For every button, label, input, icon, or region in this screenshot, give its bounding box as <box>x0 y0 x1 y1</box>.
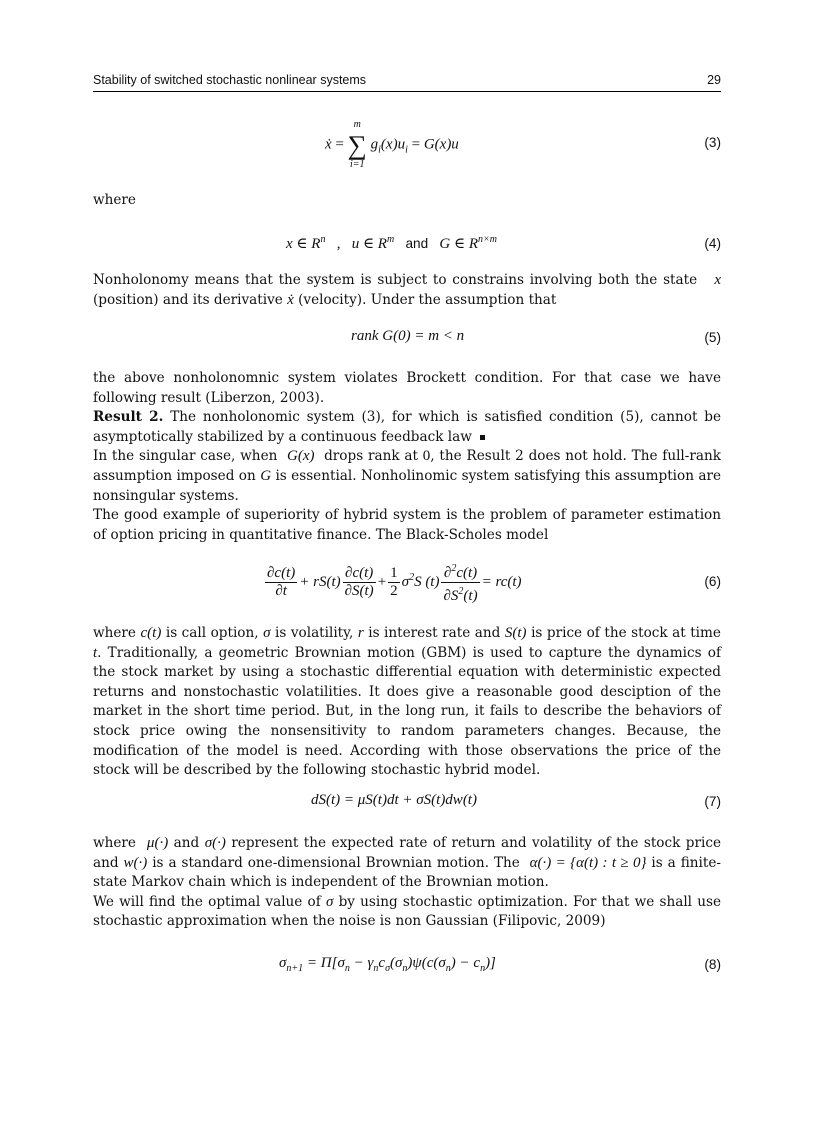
eq8-part-3: − γ <box>349 955 374 971</box>
eq8-sub-6: n <box>445 963 451 974</box>
where3-alpha: α(·) = {α(t) : t ≥ 0} <box>529 854 647 871</box>
where3-text-a: where <box>93 835 136 851</box>
singular-text-b: drops rank at <box>324 448 418 465</box>
where3-text-b: and <box>173 835 200 851</box>
eq8-sub-2: n <box>344 963 350 974</box>
where2-r: r <box>357 625 364 641</box>
brockett-text: the above nonholonomnic system violates Brockett condition. For that case we have following result (Liberzon, 2003). <box>93 370 721 406</box>
nonholonomy-paragraph <box>93 271 721 310</box>
where3-mu: μ(·) <box>146 835 169 851</box>
eq6-f1-num: ∂c(t) <box>267 565 296 581</box>
eq3-term-g-sub: i <box>378 144 381 156</box>
eq8-sub-3: n <box>373 963 379 974</box>
result-2-text: The nonholonomic system (3), for which is satisfied condition (5), cannot be asymptotically stabilized by a continuous feedback law <box>93 409 721 445</box>
eq6-f3-den: 2 <box>390 583 398 599</box>
eq3-term-g: g <box>370 136 379 153</box>
where2-t: t <box>93 644 98 661</box>
eq7-number: (7) <box>704 794 721 809</box>
eq3-rhs: G(x)u <box>423 136 459 153</box>
equation-8 <box>93 955 721 979</box>
eq3-sum-lower: i=1 <box>350 159 365 170</box>
singular-text-c: , the Result 2 does not hold. The full-rank assumption imposed on <box>93 448 721 484</box>
where3-text-c: represent the expected rate of return and volatility of the stock price and <box>93 835 721 871</box>
nonholonomy-x: x <box>714 272 722 288</box>
eq6-fraction-4 <box>441 560 479 605</box>
eq6-plus: + <box>377 573 387 590</box>
where2-text-c: is volatility, <box>275 625 354 641</box>
equation-3 <box>93 118 721 174</box>
eq6-sigma: σ <box>401 573 410 590</box>
where2-St: S(t) <box>504 625 527 641</box>
singular-G: G <box>260 467 272 484</box>
eq8-sub-7: n <box>480 963 486 974</box>
optimal-sigma: σ <box>325 893 334 910</box>
eq8-part-2: = Π[σ <box>303 955 345 971</box>
eq3-equals-2: = <box>411 136 421 153</box>
eq4-x-in-rn: x ∈ R <box>286 236 321 252</box>
singular-text-a: In the singular case, when <box>93 448 278 465</box>
eq6-rhs: = rc(t) <box>481 573 522 590</box>
where2-text-e: is price of the stock at time <box>531 625 721 641</box>
optimal-text-a: We will find the optimal value of <box>93 893 321 910</box>
equation-6 <box>93 560 721 606</box>
eq3-term-u: u <box>397 136 406 153</box>
eq8-part-4: c <box>378 955 386 971</box>
where3-sigma: σ(·) <box>204 835 226 851</box>
where3-text-e: is a finite-state Markov chain which is independent of the Brownian motion. <box>93 854 721 891</box>
eq6-number: (6) <box>704 574 721 589</box>
eq6-f4-num: ∂ <box>443 565 452 581</box>
eq3-sum-upper: m <box>353 119 361 130</box>
eq8-part-5: (σ <box>390 955 403 971</box>
brockett-paragraph <box>93 369 721 545</box>
eq6-f4-den: ∂S <box>443 588 459 604</box>
eq8-part-7: ) − c <box>450 955 481 971</box>
eq4-g-in-rnm: G ∈ R <box>439 236 478 252</box>
eq6-f2-num: ∂c(t) <box>343 565 376 583</box>
where2-ct: c(t) <box>140 625 162 641</box>
eq8-sigma: σ <box>279 955 287 971</box>
eq3-number: (3) <box>704 135 721 150</box>
eq4-and: and <box>405 236 429 251</box>
eq3-equals: = <box>335 136 344 153</box>
eq6-s-of-t: S (t) <box>414 573 440 590</box>
eq4-u-in-rm: u ∈ R <box>351 236 387 252</box>
eq6-f1-den: ∂t <box>275 583 287 599</box>
hybrid-model-explanation <box>93 834 721 932</box>
optimal-text-b: by using stochastic optimization. For that we shall use stochastic approximation when the noise is non Gaussian (Filipovic, 2009) <box>93 893 721 930</box>
where2-sigma: σ <box>263 625 271 641</box>
singular-Gx: G(x) <box>287 448 315 465</box>
eq6-f4-num-rest: c(t) <box>456 565 478 581</box>
singular-zero: 0 <box>422 448 431 465</box>
eq6-sigma-sup: 2 <box>409 571 415 583</box>
nonholonomy-xdot: ẋ <box>287 291 294 308</box>
eq8-part-8: )] <box>485 955 496 971</box>
eq8-sub-5: n <box>402 963 408 974</box>
eq6-fraction-1 <box>265 565 297 600</box>
eq8-sub-4: σ <box>385 963 391 974</box>
eq4-sup-nm: n×m <box>478 234 497 245</box>
eq5-body: rank G(0) = m < n <box>351 328 465 344</box>
nonholonomy-text-b: (position) and its derivative <box>93 291 283 308</box>
eq3-term-u-sub: i <box>405 144 408 156</box>
eq4-comma: , <box>336 236 341 252</box>
eq8-part-6: )ψ(c(σ <box>407 955 446 971</box>
where2-text-d: is interest rate and <box>368 625 501 641</box>
header-title: Stability of switched stochastic nonlinear systems <box>93 73 367 87</box>
result-2-label: Result 2. <box>93 409 164 426</box>
summation-icon: ∑ <box>347 130 367 160</box>
page-number: 29 <box>707 73 721 87</box>
singular-text-d: is essential. Nonholinomic system satisfying this assumption are nonsingular systems. <box>93 467 722 504</box>
running-header <box>93 73 721 92</box>
eq6-fraction-2 <box>343 565 376 600</box>
equation-5 <box>93 328 721 350</box>
eq6-f3-num: 1 <box>390 565 398 581</box>
end-of-result-icon <box>480 435 485 440</box>
eq4-sup-n: n <box>320 234 326 245</box>
eq8-number: (8) <box>704 957 721 972</box>
eq6-f4-den-sup: 2 <box>458 586 464 597</box>
eq3-lhs: ẋ <box>325 136 332 153</box>
eq8-body <box>279 955 496 974</box>
eq6-f2-den: ∂S(t) <box>344 583 374 599</box>
eq7-body: dS(t) = μS(t)dt + σS(t)dw(t) <box>311 792 477 808</box>
eq6-plus-rst: + rS(t) <box>299 573 341 590</box>
eq3-term-arg: (x) <box>380 136 398 153</box>
where2-text-b: is call option, <box>165 625 259 641</box>
black-scholes-explanation <box>93 624 721 781</box>
where2-text-a: where <box>93 625 136 641</box>
eq6-f4-den-rest: (t) <box>463 588 478 604</box>
eq6-fraction-half <box>388 565 400 600</box>
where3-w: w(·) <box>123 854 148 871</box>
where3-text-d: is a standard one-dimensional Brownian motion. The <box>152 854 520 871</box>
eq4-sup-m: m <box>386 234 395 245</box>
equation-4 <box>93 234 721 256</box>
eq4-number: (4) <box>704 236 721 251</box>
good-example-text: The good example of superiority of hybrid system is the problem of parameter estimation of option pricing in quantitative finance. The Black-Scholes model <box>93 507 721 543</box>
equation-7 <box>93 792 721 814</box>
nonholonomy-text-c: (velocity). Under the assumption that <box>298 291 557 308</box>
nonholonomy-text-a: Nonholonomy means that the system is subject to constrains involving both the state <box>93 272 698 288</box>
eq6-f4-num-sup: 2 <box>451 563 457 574</box>
eq3-sum <box>348 118 367 172</box>
where-1: where <box>93 192 136 208</box>
eq5-number: (5) <box>704 330 721 345</box>
eq8-sub-1: n+1 <box>286 963 304 974</box>
where2-text-f: . Traditionally, a geometric Brownian motion (GBM) is used to capture the dynamics of the stock market by using a stochastic differential equation with deterministic expected returns and nonstochastic volatilities. It does give a reasonable good desciption of the market in the short time period. But, in the long run, it fails to describe the behaviors of stock price owing the nonsensitivity to random parameters changes. Because, the modification of the model is need. According with those observations the price of the stock will be described by the following stochastic hybrid model. <box>93 644 721 779</box>
